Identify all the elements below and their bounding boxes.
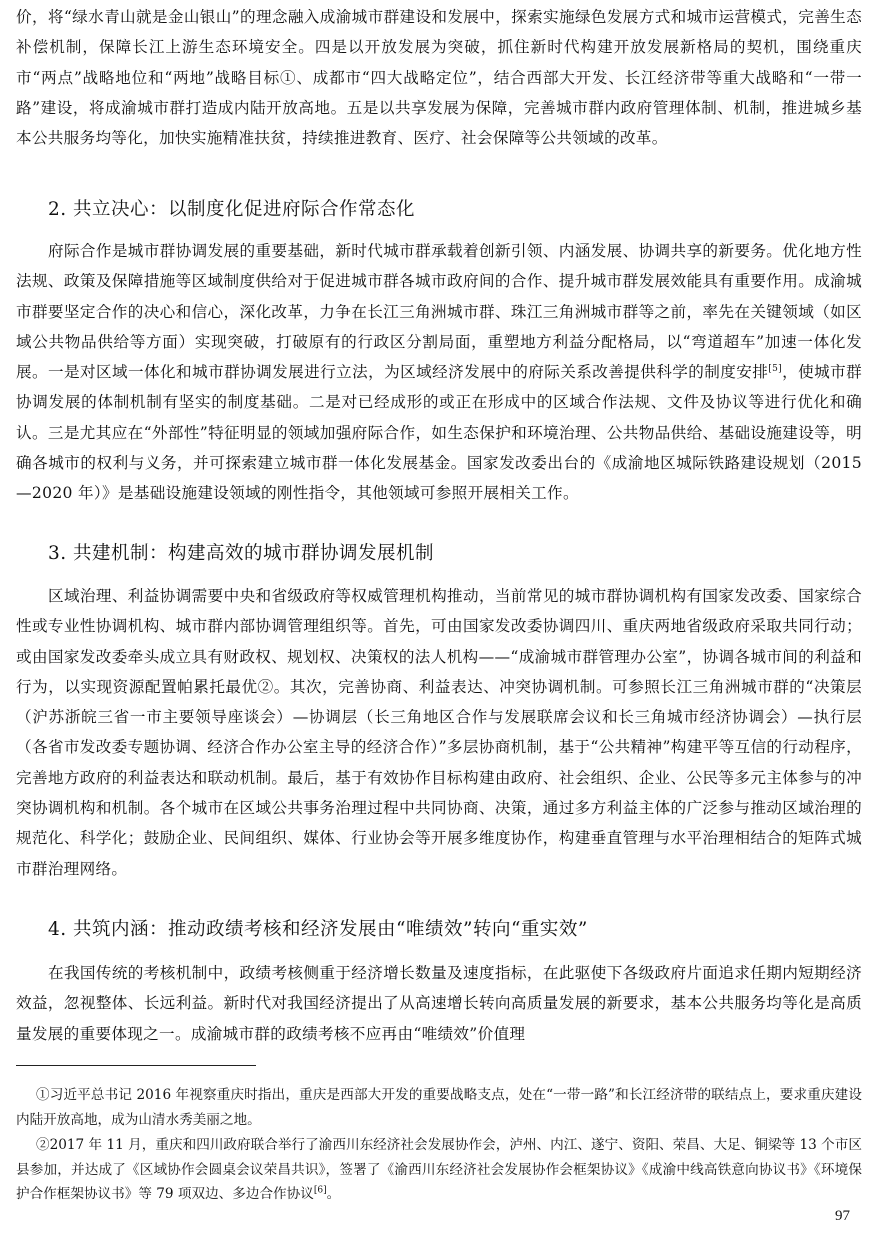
section-heading-2: 2. 共立决心：以制度化促进府际合作常态化 bbox=[48, 199, 416, 220]
paragraph-section-2-text-b: ，使城市群协调发展的体制机制有坚实的制度基础。二是对已经成形的或正在形成中的区域合作法规、文件及协议等进行优化和确认。三是尤其应在“外部性”特征明显的领域加强府际合作，如生态保护和环境治理、公共物品供给、基础设施建设等，明确各城市的权利与义务，并可探索建立城市群一体化发展基金。国家发改委出台的《成渝地区城际铁路建设规划（2015—2020 年）》是基础设施建设领域的刚性指令，其他领域可参照开展相关工作。 bbox=[16, 363, 862, 503]
paragraph-section-3: 区域治理、利益协调需要中央和省级政府等权威管理机构推动，当前常见的城市群协调机构有国家发改委、国家综合性或专业性协调机构、城市群内部协调管理组织等。首先，可由国家发改委协调四川、重庆两地省级政府采取共同行动；或由国家发改委牵头成立具有财政权、规划权、决策权的法人机构——“成渝城市群管理办公室”，协调各城市间的利益和行为，以实现资源配置帕累托最优②。其次，完善协商、利益表达、冲突协调机制。可参照长江三角洲城市群的“决策层（沪苏浙皖三省一市主要领导座谈会）—协调层（长三角地区合作与发展联席会议和长三角城市经济协调会）—执行层（各省市发改委专题协调、经济合作办公室主导的经济合作）”多层协商机制，基于“公共精神”构建平等互信的行动程序，完善地方政府的利益表达和联动机制。最后，基于有效协作目标构建由政府、社会组织、企业、公民等多元主体参与的冲突协调机构和机制。各个城市在区域公共事务治理过程中共同协商、决策，通过多方利益主体的广泛参与推动区域治理的规范化、科学化；鼓励企业、民间组织、媒体、行业协会等开展多维度协作，构建垂直管理与水平治理相结合的矩阵式城市群治理网络。 bbox=[16, 587, 862, 878]
page-number: 97 bbox=[835, 1208, 850, 1224]
paragraph-continuation: 价，将“绿水青山就是金山银山”的理念融入成渝城市群建设和发展中，探索实施绿色发展方式和城市运营模式，完善生态补偿机制，保障长江上游生态环境安全。四是以开放发展为突破，抓住新时代构建开放发展新格局的契机，围绕重庆市“两点”战略地位和“两地”战略目标①、成都市“四大战略定位”，结合西部大开发、长江经济带等重大战略和“一带一路”建设，将成渝城市群打造成内陆开放高地。五是以共享发展为保障，完善城市群内政府管理体制、机制，推进城乡基本公共服务均等化，加快实施精准扶贫，持续推进教育、医疗、社会保障等公共领域的改革。 bbox=[16, 8, 862, 148]
paragraph-section-2-text-a: 府际合作是城市群协调发展的重要基础，新时代城市群承载着创新引领、内涵发展、协调共享的新要务。优化地方性法规、政策及保障措施等区域制度供给对于促进城市群各城市政府间的合作、提升城市群发展效能具有重要作用。成渝城市群要坚定合作的决心和信心，深化改革，力争在长江三角洲城市群、珠江三角洲城市群等之前，率先在关键领域（如区域公共物品供给等方面）实现突破，打破原有的行政区分割局面，重塑地方利益分配格局，以“弯道超车”加速一体化发展。一是对区域一体化和城市群协调发展进行立法，为区域经济发展中的府际关系改善提供科学的制度安排 bbox=[16, 242, 862, 382]
footnote-2 bbox=[16, 1133, 862, 1207]
footnote-2-text-b: 。 bbox=[326, 1186, 341, 1202]
section-heading-4: 4. 共筑内涵：推动政绩考核和经济发展由“唯绩效”转向“重实效” bbox=[48, 919, 588, 940]
paragraph-section-4: 在我国传统的考核机制中，政绩考核侧重于经济增长数量及速度指标，在此驱使下各级政府片面追求任期内短期经济效益，忽视整体、长远利益。新时代对我国经济提出了从高速增长转向高质量发展的新要求，基本公共服务均等化是高质量发展的重要体现之一。成渝城市群的政绩考核不应再由“唯绩效”价值理 bbox=[16, 964, 862, 1043]
section-heading-3: 3. 共建机制：构建高效的城市群协调发展机制 bbox=[48, 543, 435, 564]
citation-ref-5: [5] bbox=[768, 364, 782, 374]
footnote-divider bbox=[16, 1065, 256, 1066]
paragraph-section-2 bbox=[16, 236, 862, 509]
footnote-1: ①习近平总书记 2016 年视察重庆时指出，重庆是西部大开发的重要战略支点，处在“一带一路”和长江经济带的联结点上，要求重庆建设内陆开放高地，成为山清水秀美丽之地。 bbox=[16, 1087, 862, 1128]
footnote-2-text-a: ②2017 年 11 月，重庆和四川政府联合举行了渝西川东经济社会发展协作会，泸州、内江、遂宁、资阳、荣昌、大足、铜梁等 13 个市区县参加，并达成了《区域协作会圆桌会议荣昌共识》，签署了《渝西川东经济社会发展协作会框架协议》《成渝中线高铁意向协议书》《环境保护合作框架协议书》等 79 项双边、多边合作协议 bbox=[16, 1137, 862, 1202]
citation-ref-6: [6] bbox=[313, 1185, 327, 1196]
